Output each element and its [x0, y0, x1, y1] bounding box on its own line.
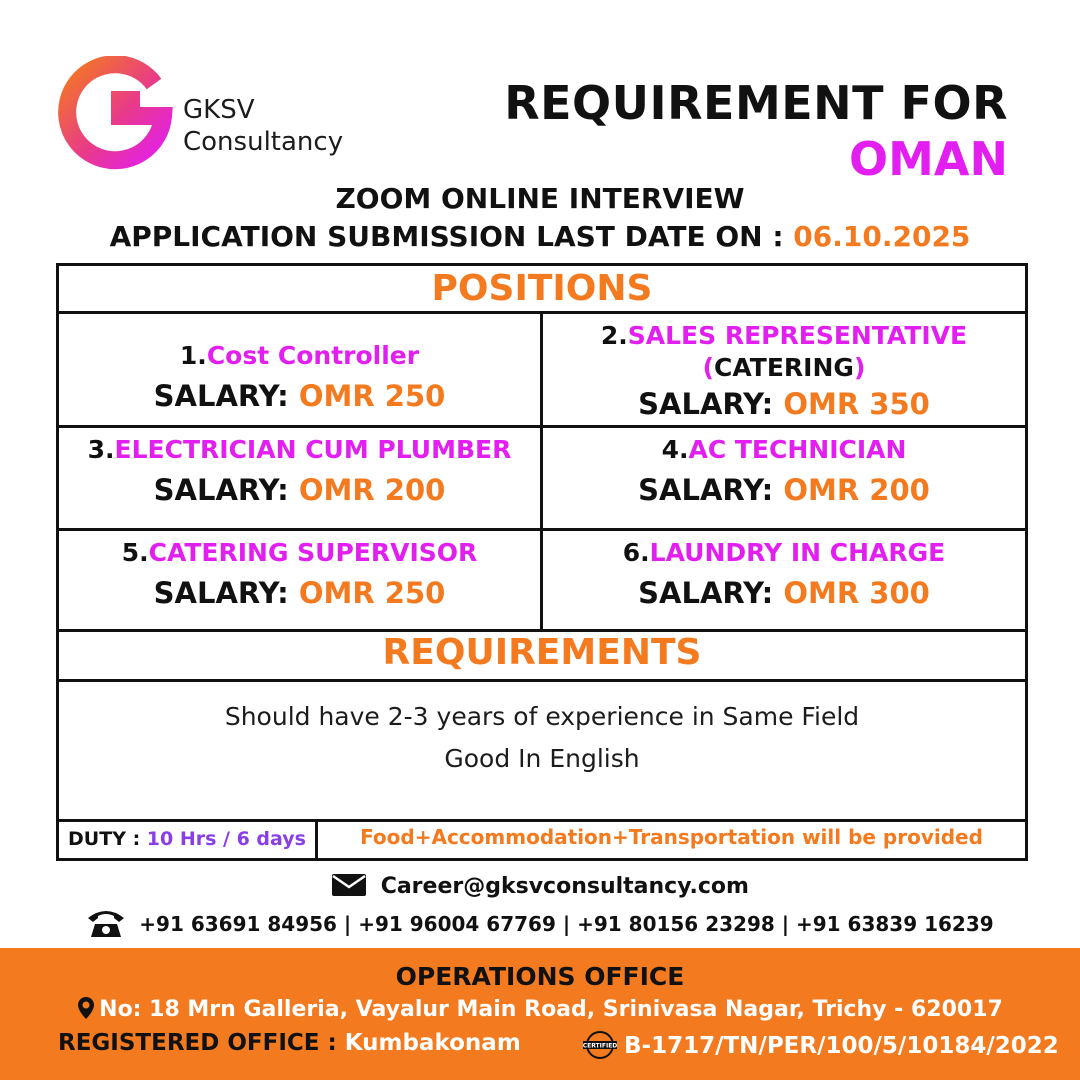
operations-office-title: OPERATIONS OFFICE — [395, 962, 685, 991]
office-address — [0, 996, 1080, 1022]
registered-value: Kumbakonam — [344, 1030, 521, 1056]
deadline-label: APPLICATION SUBMISSION LAST DATE ON : — [109, 220, 784, 253]
paren-open: ( — [702, 353, 715, 382]
position-title: LAUNDRY IN CHARGE — [649, 538, 946, 567]
requirements-heading: REQUIREMENTS — [382, 632, 702, 673]
requirement-item: Should have 2-3 years of experience in Same Field — [224, 702, 860, 731]
gksv-logo-mark — [58, 56, 173, 171]
position-cell-2 — [543, 314, 1025, 425]
paren-close: ) — [853, 353, 866, 382]
position-title: Cost Controller — [206, 341, 420, 370]
position-salary: OMR 250 — [298, 379, 446, 413]
salary-label: SALARY: — [153, 576, 289, 610]
position-title: CATERING SUPERVISOR — [148, 538, 478, 567]
positions-table — [56, 263, 1028, 861]
requirement-item: Good In English — [444, 744, 640, 773]
seal-text: CERTIFIED — [582, 1042, 618, 1050]
position-title: ELECTRICIAN CUM PLUMBER — [114, 435, 512, 464]
license-text: B-1717/TN/PER/100/5/10184/2022 — [624, 1033, 1059, 1059]
brand-name-line1: GKSV — [183, 95, 255, 125]
license-number — [580, 1030, 1059, 1060]
position-salary: OMR 300 — [783, 576, 930, 610]
contact-phones[interactable]: +91 63691 84956 | +91 96004 67769 | +91 80156 23298 | +91 63839 16239 — [139, 912, 994, 936]
position-number: 6. — [622, 538, 650, 567]
brand-name — [183, 94, 343, 158]
position-salary: OMR 250 — [298, 576, 446, 610]
mail-icon — [331, 873, 367, 897]
contact-email[interactable]: Career@gksvconsultancy.com — [380, 874, 749, 899]
salary-label: SALARY: — [153, 473, 289, 507]
position-salary: OMR 200 — [298, 473, 446, 507]
footer-bar — [0, 948, 1080, 1080]
interview-mode: ZOOM ONLINE INTERVIEW — [335, 182, 745, 215]
registered-office — [58, 1030, 521, 1056]
position-subtitle: CATERING — [714, 353, 854, 382]
position-number: 3. — [87, 435, 115, 464]
location-pin-icon — [77, 996, 95, 1020]
position-number: 4. — [661, 435, 689, 464]
position-title: AC TECHNICIAN — [688, 435, 907, 464]
positions-heading: POSITIONS — [431, 268, 653, 309]
position-cell-1 — [59, 314, 540, 425]
position-cell-3 — [59, 428, 540, 528]
position-number: 2. — [600, 321, 628, 350]
requirements-list — [59, 696, 1025, 780]
position-cell-5 — [59, 531, 540, 629]
brand-name-line2: Consultancy — [183, 127, 344, 157]
position-title: SALES REPRESENTATIVE — [627, 321, 968, 350]
certified-seal-icon — [580, 1030, 620, 1060]
position-cell-4 — [543, 428, 1025, 528]
page-title: REQUIREMENT FOR — [504, 76, 1008, 130]
salary-label: SALARY: — [638, 473, 774, 507]
duty-value: 10 Hrs / 6 days — [146, 828, 306, 850]
duty-label: DUTY : — [68, 828, 141, 850]
duty-cell — [59, 828, 315, 850]
salary-label: SALARY: — [638, 576, 774, 610]
position-number: 1. — [179, 341, 207, 370]
position-salary: OMR 350 — [783, 387, 930, 421]
deadline-date: 06.10.2025 — [793, 220, 971, 253]
email-row — [0, 873, 1080, 899]
position-number: 5. — [121, 538, 149, 567]
position-cell-6 — [543, 531, 1025, 629]
registered-label: REGISTERED OFFICE : — [58, 1030, 337, 1056]
salary-label: SALARY: — [153, 379, 289, 413]
salary-label: SALARY: — [638, 387, 774, 421]
phone-row — [0, 908, 1080, 938]
position-salary: OMR 200 — [783, 473, 930, 507]
country-title: OMAN — [849, 132, 1008, 186]
address-text: No: 18 Mrn Galleria, Vayalur Main Road, Srinivasa Nagar, Trichy - 620017 — [99, 997, 1003, 1022]
phone-icon — [86, 908, 126, 938]
deadline-line — [0, 220, 1080, 253]
benefits-cell: Food+Accommodation+Transportation will be provided — [360, 825, 983, 849]
